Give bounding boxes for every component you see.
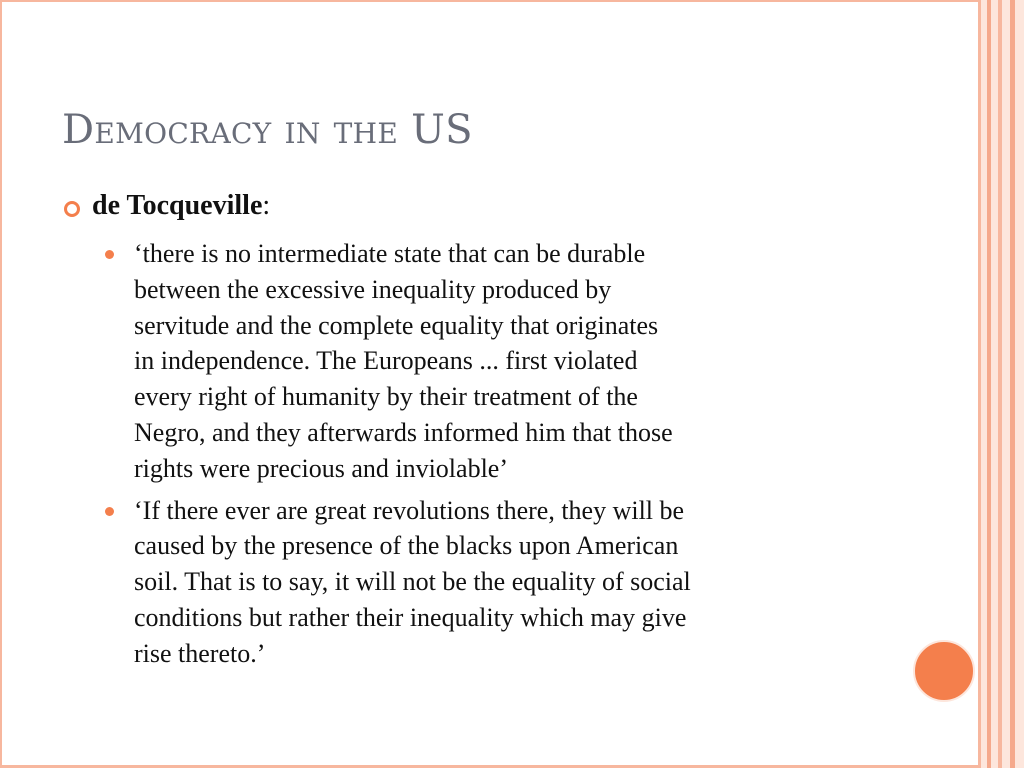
quote-line: ‘there is no intermediate state that can be durable	[134, 239, 646, 268]
dot-bullet-icon	[105, 507, 114, 516]
quote-line: between the excessive inequality produced by	[134, 274, 612, 304]
dot-bullet-icon	[105, 250, 114, 259]
quote-item	[104, 493, 884, 672]
quote-line: every right of humanity by their treatment of the	[134, 382, 638, 412]
bullet-author: de Tocqueville	[92, 190, 263, 221]
frame-left-border	[0, 0, 2, 768]
quote-line: rights were precious and inviolable’	[134, 453, 508, 483]
quote-line: in independence. The Europeans ... first violated	[134, 346, 638, 376]
quote-line: soil. That is to say, it will not be the equality of social	[134, 567, 691, 597]
quote-list	[104, 236, 884, 678]
bullet-colon: :	[262, 190, 271, 221]
decorative-stripes	[978, 0, 1024, 768]
quote-line: Negro, and they afterwards informed him that those	[134, 417, 673, 447]
quote-line: ‘If there ever are great revolutions there, they will be	[134, 495, 685, 525]
decorative-circle	[913, 640, 975, 702]
ring-bullet-icon	[64, 201, 80, 217]
frame-top-border	[0, 0, 980, 2]
quote-item	[104, 236, 884, 487]
quote-line: caused by the presence of the blacks upon American	[134, 531, 679, 561]
quote-line: servitude and the complete equality that originates	[134, 310, 659, 340]
quote-line: conditions but rather their inequality which may give	[134, 602, 687, 632]
quote-line: rise thereto.’	[134, 638, 266, 668]
bullet-text	[92, 188, 270, 224]
slide-title: Democracy in the US	[62, 107, 473, 153]
